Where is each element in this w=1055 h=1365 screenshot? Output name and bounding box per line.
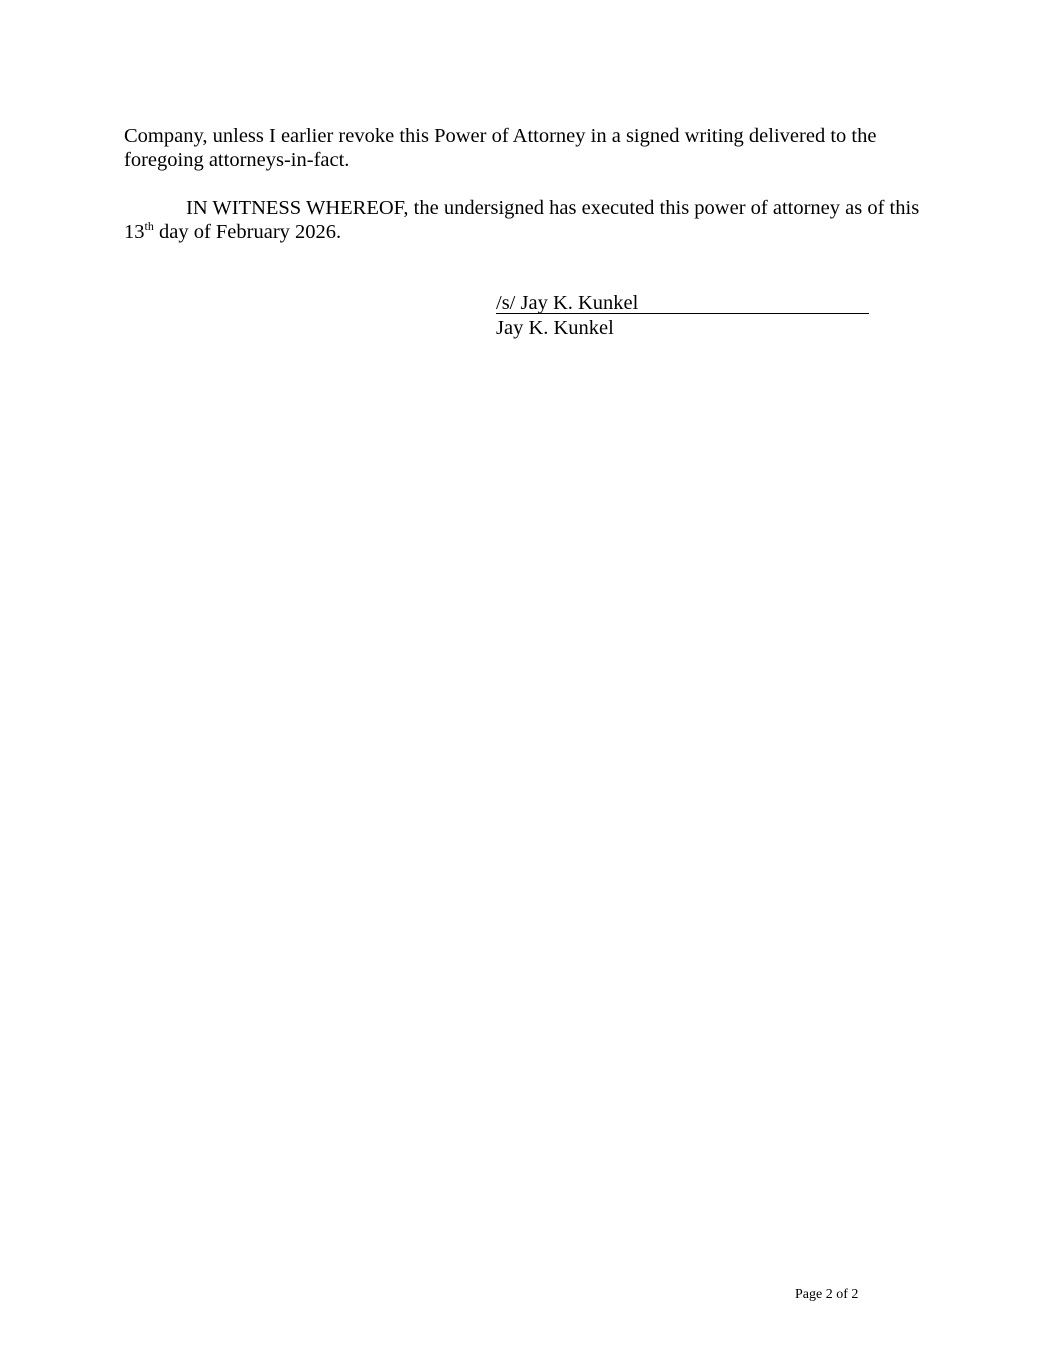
signatory-name: Jay K. Kunkel — [496, 317, 614, 339]
ordinal-suffix: th — [144, 219, 154, 234]
signature-block — [496, 291, 869, 340]
witness-paragraph-text: IN WITNESS WHEREOF, the undersigned has executed this power of attorney as of this 13 — [124, 197, 920, 243]
witness-paragraph — [124, 196, 944, 244]
revocation-paragraph: Company, unless I earlier revoke this Power of Attorney in a signed writing delivered to the foregoing attorneys-in-fact. — [124, 125, 877, 171]
witness-paragraph-tail: day of February 2026. — [153, 221, 342, 243]
signature-line: /s/ Jay K. Kunkel — [496, 291, 869, 314]
page-number: Page 2 of 2 — [795, 1287, 859, 1302]
